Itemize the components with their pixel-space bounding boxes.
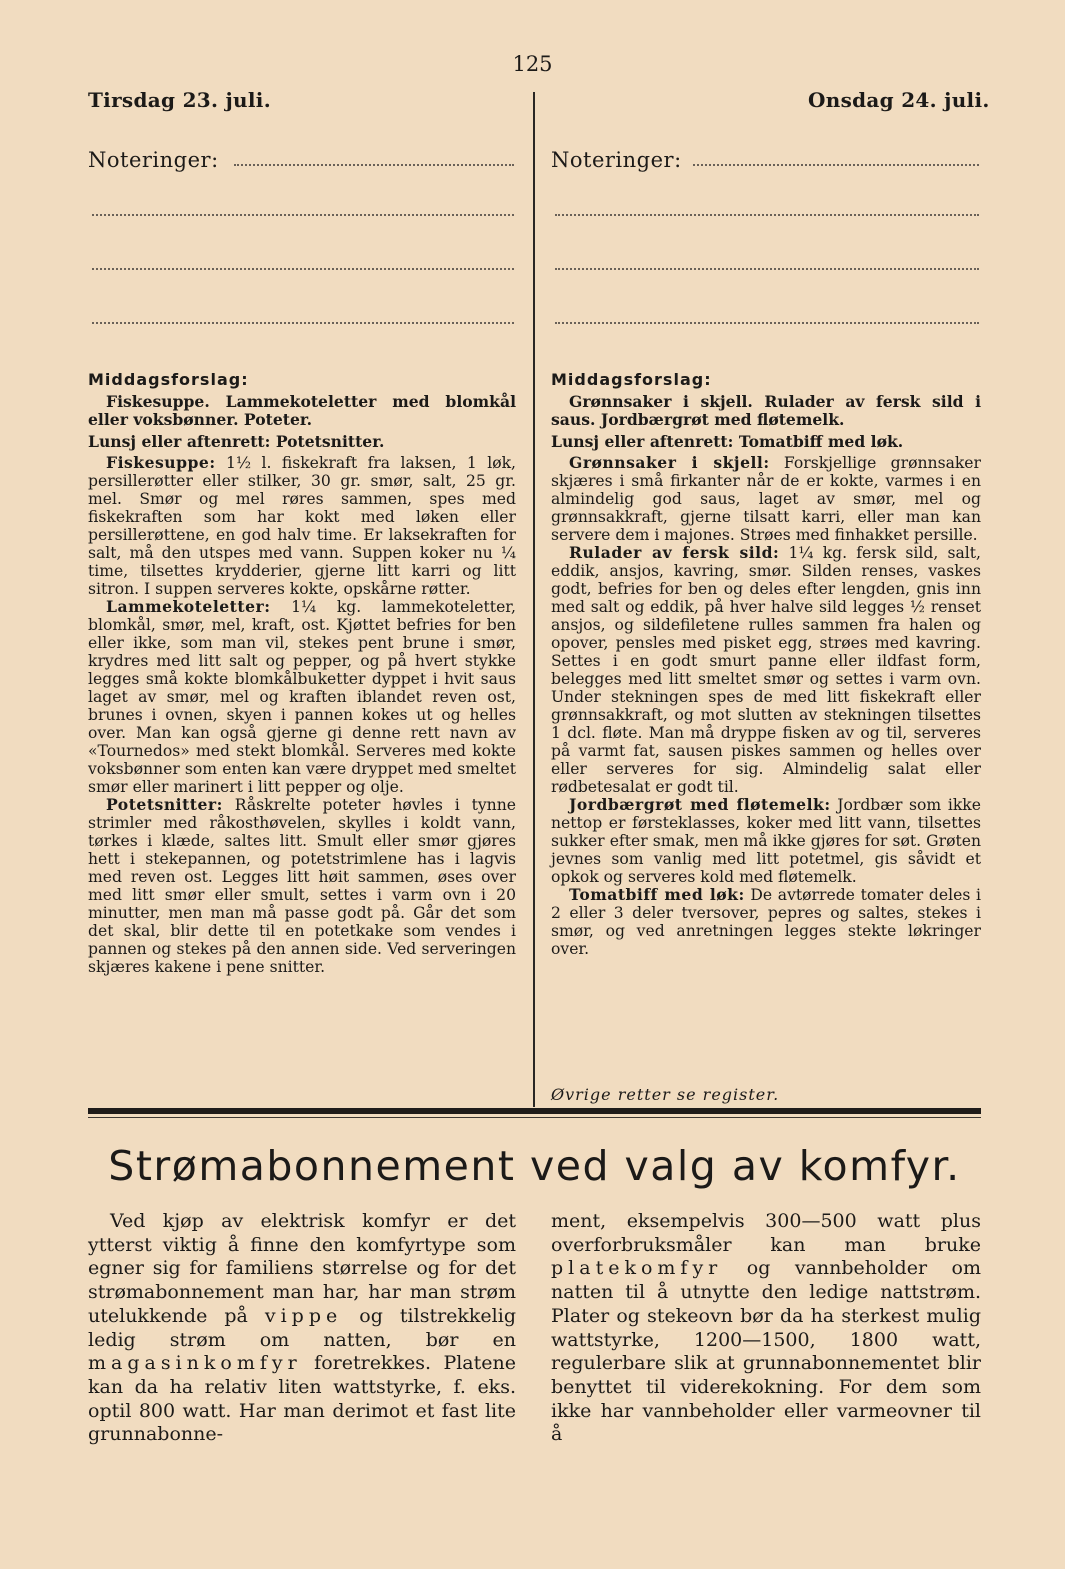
right-recipe-3 bbox=[551, 796, 981, 886]
recipe-text: Råskrelte poteter høvles i tynne strimler med råkosthøvelen, skylles i koldt vann, tørkes i klæde, saltes litt. Smult eller smør gjøres hett i stekepannen, og potetstrimlene has i lagvis med reven ost. Legges litt høit sammen, øses over med litt smør eller smult, settes i varm ovn i 20 minutter, men man må passe godt på. Går det som det skal, blir dette til en potetkake som vendes i pannen og stekes på den annen side. Ved serveringen skjæres kakene i pene snitter. bbox=[88, 796, 516, 976]
recipe-name: Potetsnitter: bbox=[106, 795, 223, 814]
recipe-text: De avtørrede tomater deles i 2 eller 3 deler tversover, pepres og saltes, stekes i smør, og ved anretningen legges stekte løkringer over. bbox=[551, 886, 981, 958]
right-dish: Grønnsaker i skjell. Rulader av fersk sild i saus. Jordbærgrøt med fløtemelk. bbox=[551, 392, 981, 429]
recipe-name: Tomatbiff med løk: bbox=[569, 885, 745, 904]
left-notes-dotline-2 bbox=[92, 214, 514, 216]
recipe-name: Jordbærgrøt med fløtemelk: bbox=[569, 795, 831, 814]
right-day-date: Onsdag 24. juli. bbox=[808, 88, 990, 112]
recipe-text: Forskjellige grønnsaker skjæres i små firkanter når de er kokte, varmes i en almindelig god saus, laget av smør, mel og grønnsakkraft, gjerne tilsatt karri, eller man kan servere dem i majones. Strøes med finhakket persille. bbox=[551, 454, 981, 544]
article-paragraph-left: Ved kjøp av elektrisk komfyr er det ytterst viktig å finne den komfyrtype som egner sig for familiens størrelse og for det strømabonnement man har, har man strøm utelukkende på vippe og tilstrekkelig ledig strøm om natten, bør en magasinkomfyr foretrekkes. Platene kan da ha relativ liten wattstyrke, f. eks. optil 800 watt. Har man derimot et fast lite grunnabonne- bbox=[88, 1210, 516, 1446]
spaced-term: vippe bbox=[264, 1304, 343, 1327]
left-recipe-3 bbox=[88, 796, 516, 976]
spaced-term: magasinkomfyr bbox=[88, 1352, 302, 1375]
recipe-text: 1¼ kg. lammekoteletter, blomkål, smør, mel, kraft, ost. Kjøttet befries for ben eller ikke, som man vil, stekes pent brune i smør, krydres med litt salt og pepper, og på hvert stykke legges små kokte blomkålbuketter dyppet i hvit saus laget av smør, mel og kraften iblandet reven ost, brunes i ovnen, skyen i pannen kokes ut og helles over. Man kan også gjerne gi denne rett navn av «Tournedos» med stekt blomkål. Serveres med kokte voksbønner som enten kan være dryppet med smeltet smør eller marinert i litt pepper og olje. bbox=[88, 598, 516, 796]
recipe-name: Grønnsaker i skjell: bbox=[569, 453, 770, 472]
article-left-column bbox=[88, 1210, 516, 1447]
left-day-date: Tirsdag 23. juli. bbox=[88, 88, 271, 112]
footer-note: Øvrige retter se register. bbox=[551, 1085, 780, 1104]
left-notes-dotline-3 bbox=[92, 268, 514, 270]
right-recipe-2 bbox=[551, 544, 981, 796]
left-dinner-label: Middagsforslag: bbox=[88, 370, 249, 389]
section-rule-thin bbox=[88, 1117, 981, 1118]
left-recipe-2 bbox=[88, 598, 516, 796]
left-menu-body bbox=[88, 393, 516, 976]
column-divider bbox=[533, 92, 535, 1107]
article-right-column bbox=[551, 1210, 981, 1447]
article-headline: Strømabonnement ved valg av komfyr. bbox=[108, 1142, 961, 1190]
left-lunch: Lunsj eller aftenrett: Potetsnitter. bbox=[88, 432, 385, 451]
right-lunch: Lunsj eller aftenrett: Tomatbiff med løk. bbox=[551, 432, 904, 451]
left-notes-label: Noteringer: bbox=[88, 148, 219, 172]
recipe-name: Lammekoteletter: bbox=[106, 597, 271, 616]
recipe-name: Fiskesuppe: bbox=[106, 453, 216, 472]
section-rule-thick bbox=[88, 1108, 981, 1114]
right-dinner-label: Middagsforslag: bbox=[551, 370, 712, 389]
recipe-text: 1½ l. fiskekraft fra laksen, 1 løk, persillerøtter eller stilker, 30 gr. smør, salt, 25 gr. mel. Smør og mel røres sammen, spes med fiskekraften som har kokt med løken eller persillerøttene, en god halv time. Er laksekraften for salt, må den utspes med vann. Suppen koker nu ¼ time, tilsettes krydderier, gjerne litt karri og litt sitron. I suppen serveres kokte, opskårne røtter. bbox=[88, 454, 516, 598]
right-notes-dotline-1 bbox=[693, 164, 979, 166]
right-notes-dotline-3 bbox=[555, 268, 979, 270]
recipe-text: 1¼ kg. fersk sild, salt, eddik, ansjos, kavring, smør. Silden renses, vaskes godt, befries for ben og deles efter lengden, gnis inn med salt og eddik, på hver halve sild legges ½ renset ansjos, og sildefiletene rulles sammen fra halen og opover, pensles med pisket egg, strøes med kavring. Settes i en godt smurt panne eller ildfast form, belegges med litt smeltet smør og settes i varm ovn. Under stekningen spes de med litt fiskekraft eller grønnsakkraft, og mot slutten av stekningen tilsettes 1 dcl. fløte. Man må dryppe fisken av og til, serveres på varmt fat, sausen piskes sammen og helles over eller serveres for sig. Almindelig salat eller rødbetesalat er godt til. bbox=[551, 544, 982, 796]
right-recipe-4 bbox=[551, 886, 981, 958]
left-recipe-1 bbox=[88, 454, 516, 598]
right-notes-label: Noteringer: bbox=[551, 148, 682, 172]
left-notes-dotline-4 bbox=[92, 322, 514, 324]
right-notes-dotline-4 bbox=[555, 322, 979, 324]
page-number: 125 bbox=[512, 52, 553, 76]
spaced-term: platekomfyr bbox=[551, 1257, 723, 1280]
left-notes-dotline-1 bbox=[234, 164, 514, 166]
left-dish: Fiskesuppe. Lammekoteletter med blomkål eller voksbønner. Poteter. bbox=[88, 392, 516, 429]
right-recipe-1 bbox=[551, 454, 981, 544]
right-notes-dotline-2 bbox=[555, 214, 979, 216]
recipe-text: Jordbær som ikke nettop er førsteklasses, koker med litt vann, tilsettes sukker efter smak, men må ikke gjøres for søt. Grøten jevnes som vanlig med litt potetmel, gis såvidt et opkok og serveres kold med fløtemelk. bbox=[551, 796, 981, 886]
article-paragraph-right: ment, eksempelvis 300—500 watt plus overforbruksmåler kan man bruke platekomfyr og vannbeholder om natten til å utnytte den ledige nattstrøm. Plater og stekeovn bør da ha sterkest mulig wattstyrke, 1200—1500, 1800 watt, regulerbare slik at grunnabonnementet blir benyttet til viderekokning. For dem som ikke har vannbeholder eller varmeovner til å bbox=[551, 1210, 981, 1446]
recipe-name: Rulader av fersk sild: bbox=[569, 543, 780, 562]
right-menu-body bbox=[551, 393, 981, 958]
